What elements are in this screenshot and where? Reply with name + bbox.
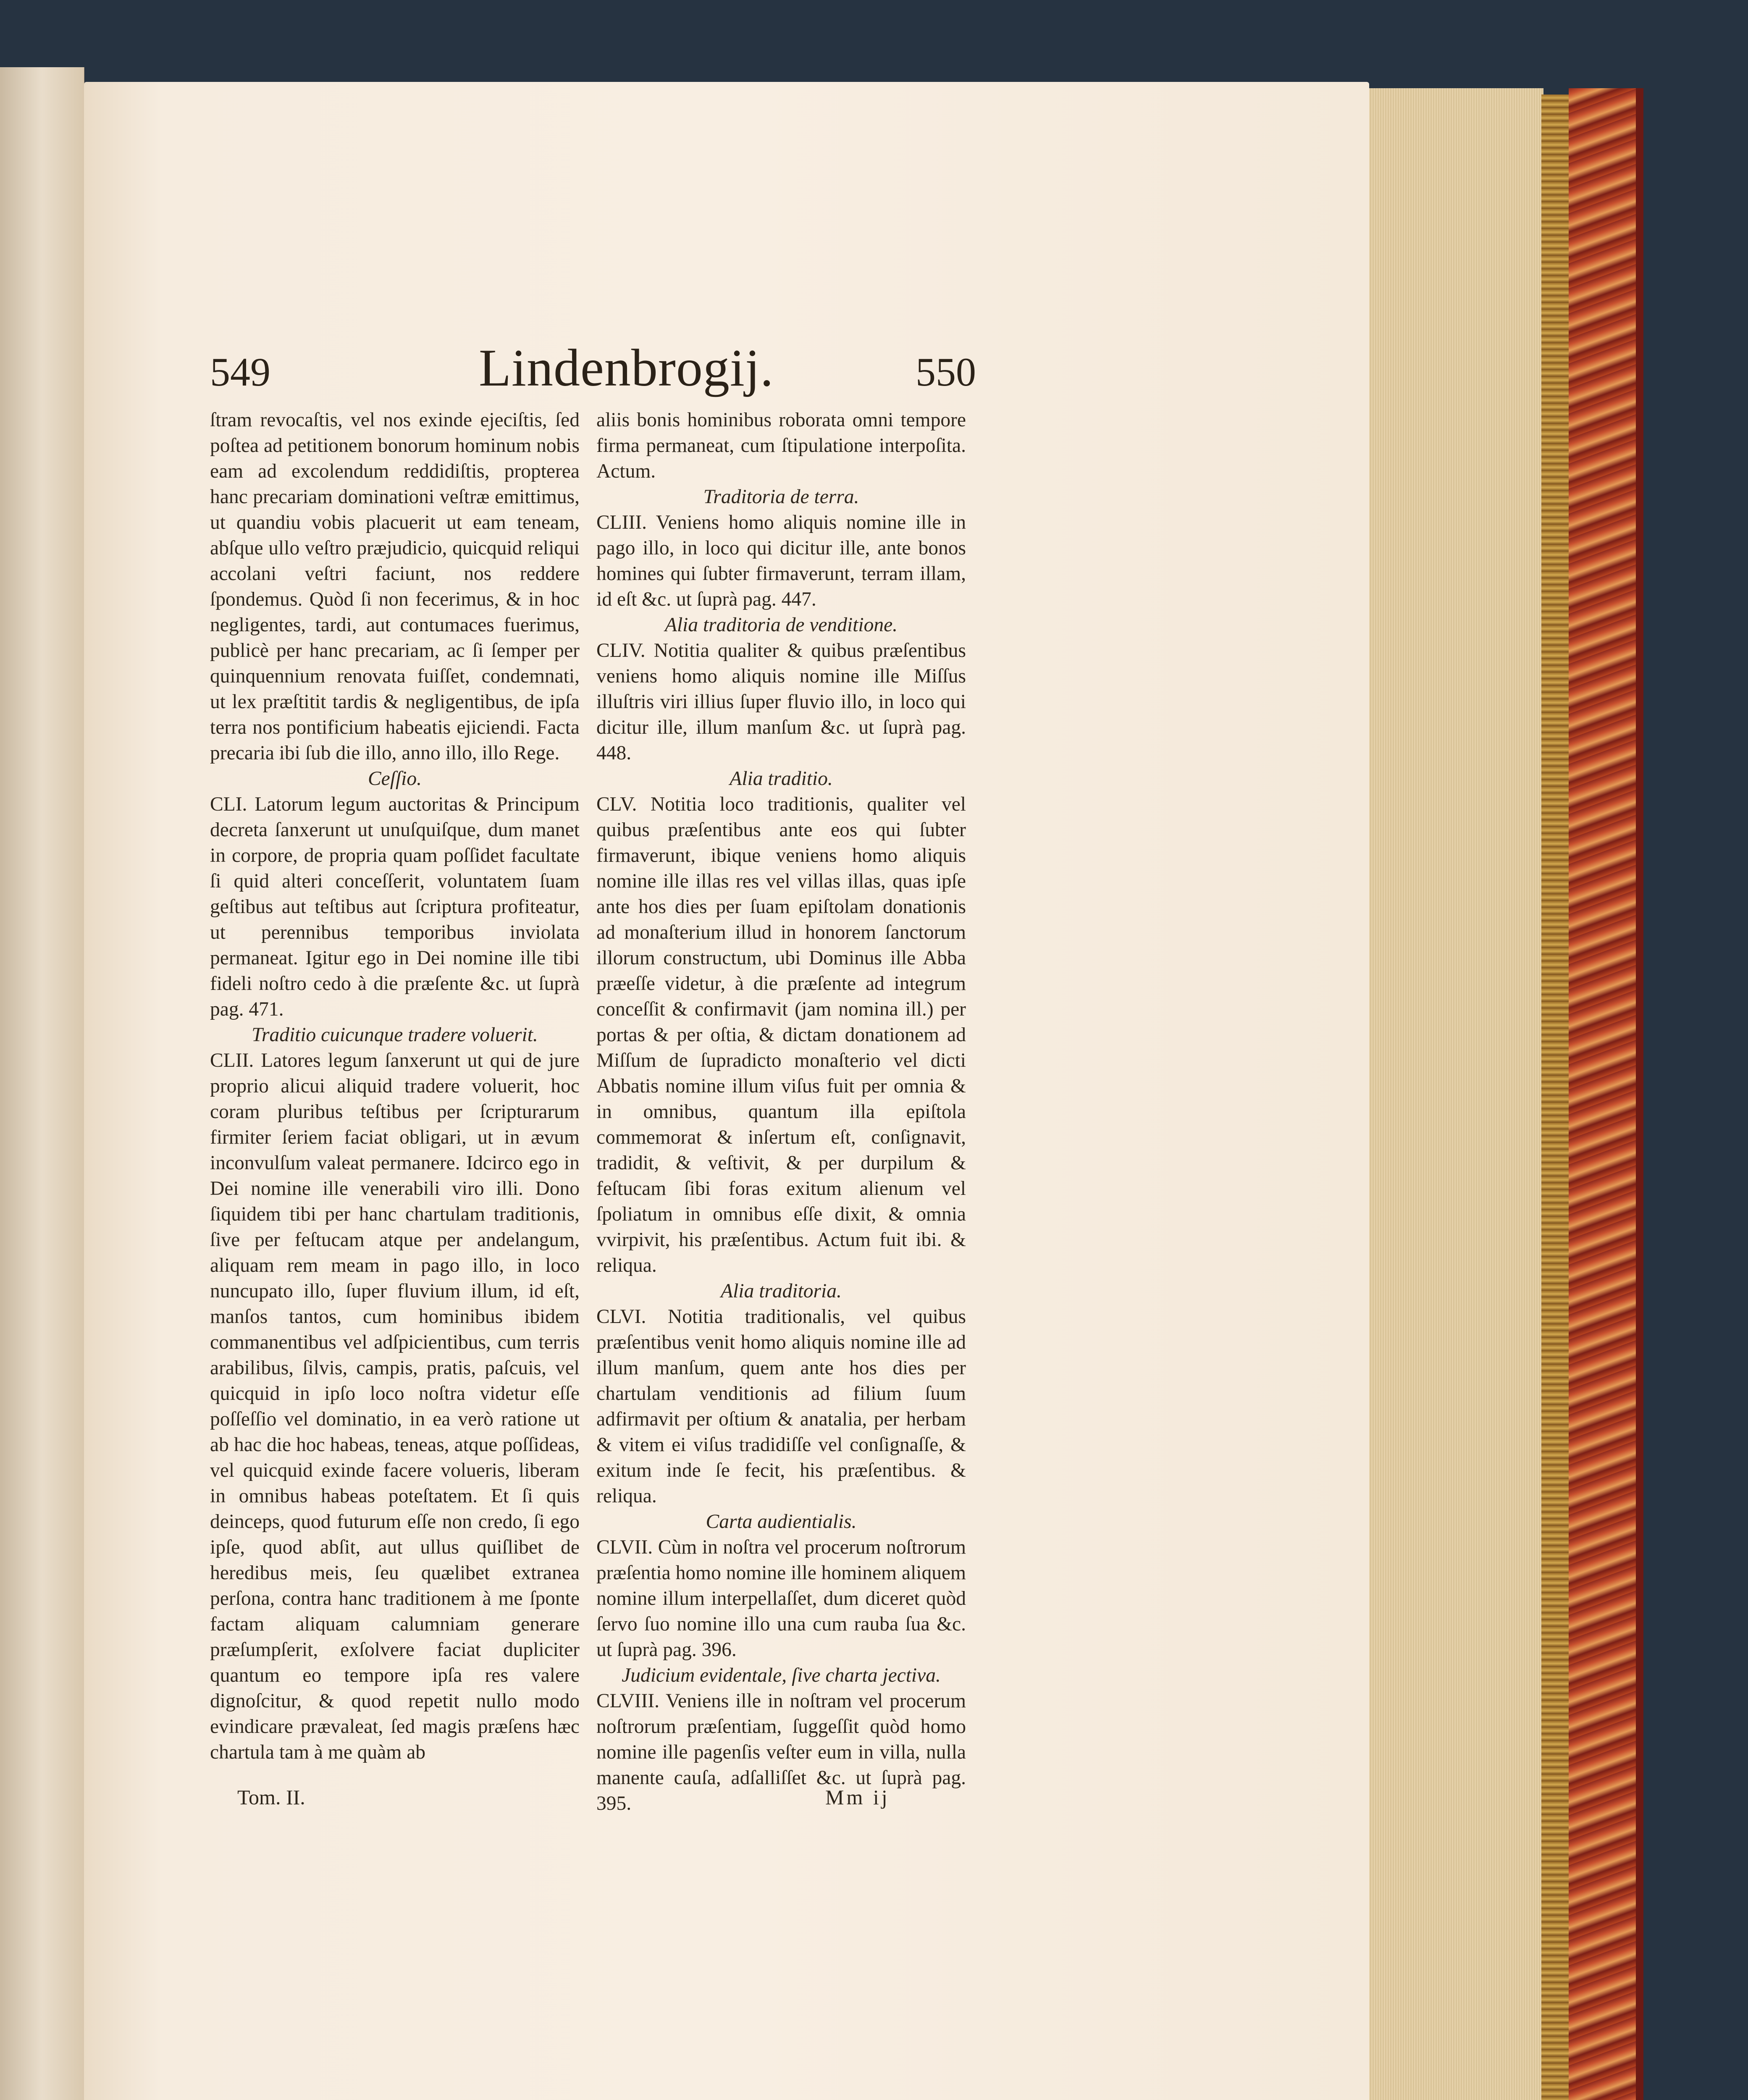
section-heading: Traditio cuicunque tradere voluerit. [252,1024,538,1046]
signature-mark: Mm ij [825,1785,890,1809]
facing-page-edge [0,67,84,2100]
section-heading: Traditoria de terra. [703,486,859,508]
paragraph: CLIV. Notitia qualiter & quibus præſentibus veniens homo aliquis nomine ille Miſſus illuſtris viri illius ſuper fluvio illo, in loco qui dicitur ille, illum manſum &c. ut ſuprà pag. 448. [596,640,966,764]
running-title: Lindenbrogij. [479,339,774,397]
left-text-column [210,407,580,1765]
paragraph: CLV. Notitia loco traditionis, qualiter vel quibus præſentibus ante eos qui ſubter firmaverunt, ibique veniens homo aliquis nomine ille illas res vel villas illas, quas ipſe ante hos dies per ſuam epiſtolam donationis ad monaſterium illud in honorem ſanctorum illorum constructum, ubi Dominus ille Abba præeſſe videtur, à die præſente ad integrum conceſſit & confirmavit (jam nomina ill.) per portas & per oſtia, & dictam donationem ad Miſſum de ſupradicto monaſterio vel dicti Abbatis nomine illum viſus fuit per omnia & in omnibus, quantum illa epiſtola commemorat & inſertum eſt, conſignavit, tradidit, & veſtivit, & per durpilum & feſtucam ſibi foras exitum alienum vel ſpoliatum in omnibus eſſe dixit, & omnia vvirpivit, his præſentibus. Actum fuit ibi. & reliqua. [596,793,966,1276]
right-text-column [596,407,966,1816]
paragraph: CLIII. Veniens homo aliquis nomine ille in pago illo, in loco qui dicitur ille, ante bonos homines qui ſubter firmaverunt, terram illam, id eſt &c. ut ſuprà pag. 447. [596,512,966,610]
gilt-page-edge [1541,94,1569,2100]
volume-mark: Tom. II. [237,1785,305,1809]
section-heading: Judicium evidentale, ſive charta jectiva. [622,1664,941,1686]
section-heading: Carta audientialis. [706,1511,857,1533]
page-block-edge [1367,88,1543,2100]
right-page-number: 550 [916,349,976,394]
section-heading: Alia traditoria de venditione. [664,614,898,636]
left-page-number: 549 [210,349,270,394]
paragraph: CLVIII. Veniens ille in noſtram vel procerum noſtrorum præſentiam, ſuggeſſit quòd homo nomine ille pagenſis veſter eum in villa, nulla manente cauſa, adſalliſſet &c. ut ſuprà pag. 395. [596,1690,966,1814]
section-heading: Ceſſio. [368,768,422,790]
paragraph: CLII. Latores legum ſanxerunt ut qui de jure proprio alicui aliquid tradere voluerit, hoc coram pluribus teſtibus per ſcripturarum firmiter ſeriem faciat obligari, ut in ævum inconvulſum valeat permanere. Idcirco ego in Dei nomine ille venerabili viro illi. Dono ſiquidem tibi per hanc chartulam traditionis, ſive per feſtucam atque per andelangum, aliquam rem meam in pago illo, in loco nuncupato illo, ſuper fluvium illum, id eſt, manſos tantos, cum hominibus ibidem commanentibus vel adſpicientibus, cum terris arabilibus, ſilvis, campis, pratis, paſcuis, vel quicquid in ipſo loco noſtra videtur eſſe poſſeſſio vel dominatio, in ea verò ratione ut ab hac die hoc habeas, teneas, atque poſſideas, vel quicquid exinde facere volueris, liberam in omnibus habeas poteſtatem. Et ſi quis deinceps, quod futurum eſſe non credo, ſi ego ipſe, quod abſit, aut ullus quiſlibet de heredibus meis, ſeu quælibet extranea perſona, contra hanc traditionem à me ſponte factam aliquam calumniam generare præſumpſerit, exſolvere faciat dupliciter quantum eo tempore ipſa res valere dignoſcitur, & quod repetit nullo modo evindicare prævaleat, ſed magis præſens hæc chartula tam à me quàm ab [210,1050,580,1763]
section-heading: Alia traditio. [730,768,833,790]
marbled-book-cover [1569,88,1643,2100]
section-heading: Alia traditoria. [721,1280,842,1302]
paragraph: CLVII. Cùm in noſtra vel procerum noſtrorum præſentia homo nomine ille hominem aliquem nomine illum interpellaſſet, dum diceret quòd ſervo ſuo nomine illo una cum rauba ſua &c. ut ſuprà pag. 396. [596,1536,966,1661]
paragraph: ſtram revocaſtis, vel nos exinde ejeciſtis, ſed poſtea ad petitionem bonorum hominum nobis eam ad excolendum reddidiſtis, propterea hanc precariam dominationi veſtræ emittimus, ut quandiu vobis placuerit ut eam teneam, abſque ullo veſtro præjudicio, quicquid reliqui accolani veſtri faciunt, nos reddere ſpondemus. Quòd ſi non fecerimus, & in hoc negligentes, tardi, aut contumaces fuerimus, publicè per hanc precariam, ac ſi ſemper per quinquennium renovata fuiſſet, condemnati, ut lex præſtitit tardis & negligentibus, de ipſa terra nos pontificium habeatis ejiciendi. Facta precaria ibi ſub die illo, anno illo, illo Rege. [210,409,580,764]
paragraph: CLVI. Notitia traditionalis, vel quibus præſentibus venit homo aliquis nomine ille ad illum manſum, quem ante hos dies per chartulam venditionis ad filium ſuum adfirmavit per oſtium & anatalia, per herbam & vitem ei viſus tradidiſſe vel conſignaſſe, & exitum inde ſe fecit, his præſentibus. & reliqua. [596,1306,966,1507]
paragraph: CLI. Latorum legum auctoritas & Principum decreta ſanxerunt ut unuſquiſque, dum manet in corpore, de propria quam poſſidet facultate ſi quid alteri conceſſerit, voluntatem ſuam geſtibus aut teſtibus aut ſcriptura profiteatur, ut perennibus temporibus inviolata permaneat. Igitur ego in Dei nomine ille tibi fideli noſtro cedo à die præſente &c. ut ſuprà pag. 471. [210,793,580,1020]
page-header [202,332,983,403]
paragraph: aliis bonis hominibus roborata omni tempore firma permaneat, cum ſtipulatione interpoſita. Actum. [596,409,966,482]
